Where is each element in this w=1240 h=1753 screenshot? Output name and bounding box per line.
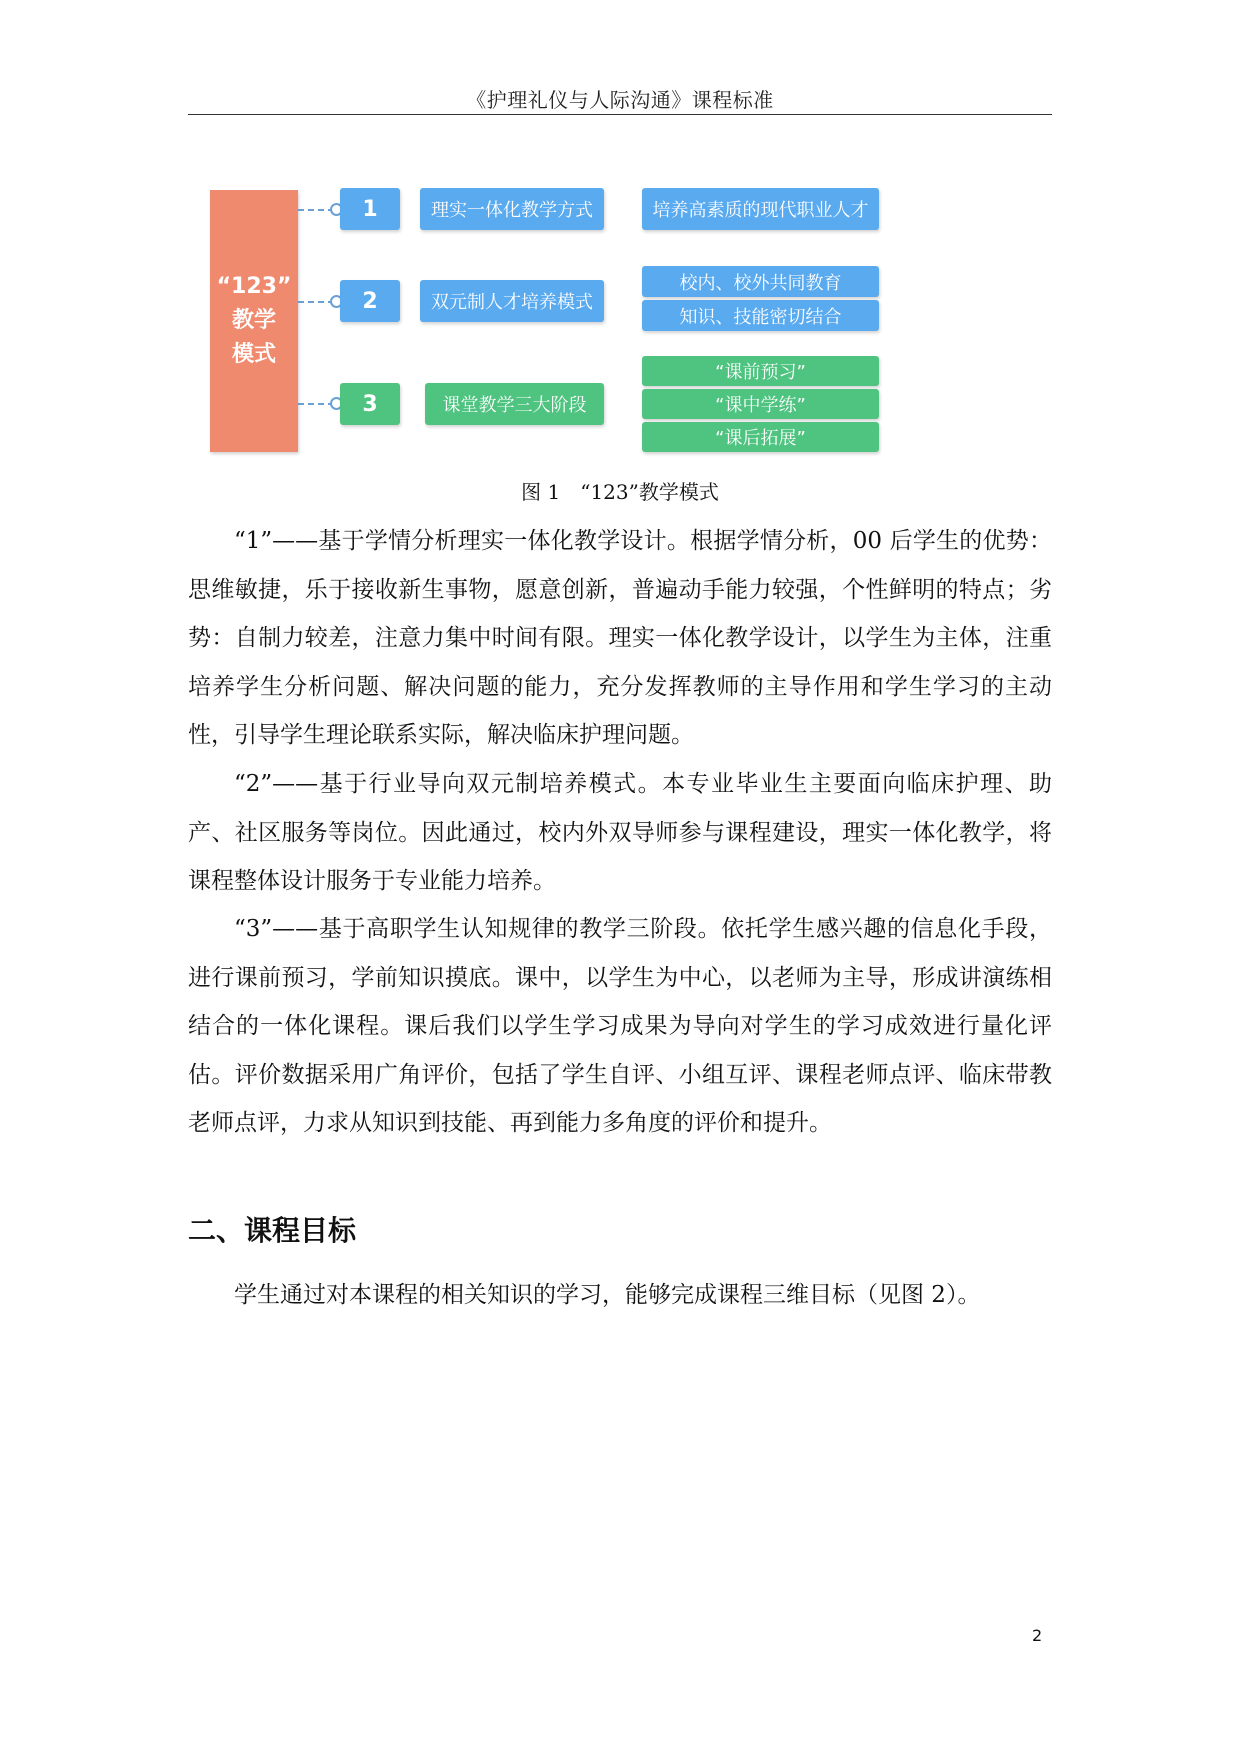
- model-main-line-2: 教学: [231, 308, 276, 333]
- model-main-line-3: 模式: [231, 342, 276, 367]
- row-3-middle: 课堂教学三大阶段: [425, 383, 604, 425]
- row-2-right-2: 知识、技能密切结合: [642, 300, 879, 331]
- paragraph-2: “2”——基于行业导向双元制培养模式。本专业毕业生主要面向临床护理、助产、社区服务等岗位。因此通过，校内外双导师参与课程建设，理实一体化教学，将课程整体设计服务于专业能力培养。: [188, 771, 1052, 894]
- section-paragraph: 学生通过对本课程的相关知识的学习，能够完成课程三维目标（见图 2）。: [234, 1282, 981, 1308]
- model-main-block: [210, 190, 298, 452]
- section-heading: 二、课程目标: [188, 1214, 357, 1247]
- row-3-right-1: “课前预习”: [642, 356, 879, 386]
- teaching-model-figure: [210, 186, 920, 456]
- model-main-line-1: “123”: [216, 274, 292, 299]
- row-3-number: 3: [340, 383, 400, 425]
- row-3-right-3: “课后拓展”: [642, 422, 879, 452]
- paragraph-3: “3”——基于高职学生认知规律的教学三阶段。依托学生感兴趣的信息化手段，进行课前预习，学前知识摸底。课中，以学生为中心，以老师为主导，形成讲演练相结合的一体化课程。课后我们以学生学习成果为导向对学生的学习成效进行量化评估。评价数据采用广角评价，包括了学生自评、小组互评、课程老师点评、临床带教老师点评，力求从知识到技能、再到能力多角度的评价和提升。: [188, 916, 1052, 1136]
- row-1-number: 1: [340, 188, 400, 230]
- row-2-number: 2: [340, 280, 400, 322]
- row-1-right-1: 培养高素质的现代职业人才: [642, 188, 879, 230]
- row-2-right-1: 校内、校外共同教育: [642, 266, 879, 297]
- paragraph-1: “1”——基于学情分析理实一体化教学设计。根据学情分析，00 后学生的优势：思维敏捷，乐于接收新生事物，愿意创新，普遍动手能力较强，个性鲜明的特点；劣势：自制力较差，注意力集中时间有限。理实一体化教学设计，以学生为主体，注重培养学生分析问题、解决问题的能力，充分发挥教师的主导作用和学生学习的主动性，引导学生理论联系实际，解决临床护理问题。: [188, 528, 1052, 748]
- row-2-middle: 双元制人才培养模式: [420, 280, 604, 322]
- page-number: 2: [1032, 1626, 1043, 1645]
- connector-3: [298, 403, 334, 405]
- connector-2: [298, 301, 334, 303]
- page-header-title: 《护理礼仪与人际沟通》课程标准: [466, 88, 774, 112]
- row-3-right-2: “课中学练”: [642, 389, 879, 419]
- header-divider: [188, 114, 1052, 115]
- connector-1: [298, 209, 334, 211]
- row-1-middle: 理实一体化教学方式: [420, 188, 604, 230]
- figure-caption: 图 1 “123”教学模式: [521, 480, 719, 504]
